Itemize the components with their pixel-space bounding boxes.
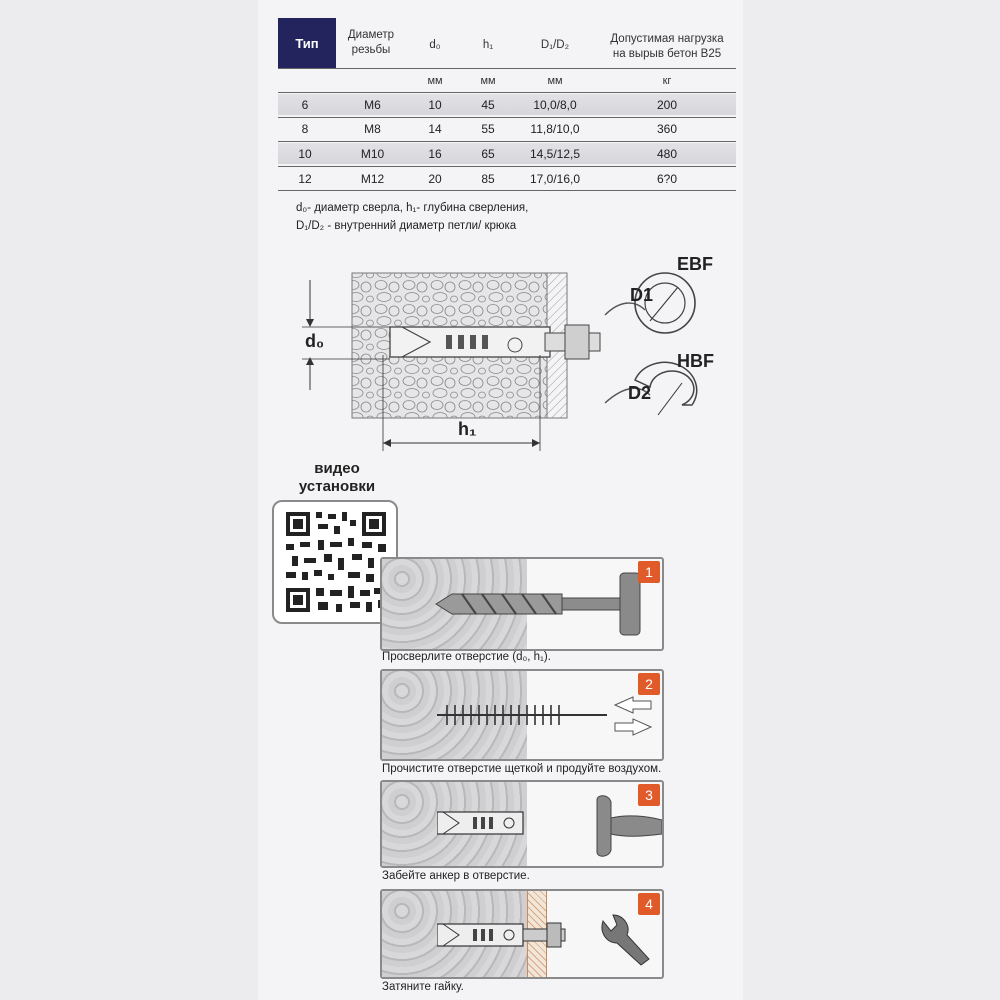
- cell-d0: 16: [428, 147, 442, 161]
- cell-thread: M10: [360, 147, 385, 161]
- cell-type: 6: [301, 98, 309, 112]
- video-title-line2: установки: [298, 478, 376, 495]
- header-load-line2: на вырыв бетон B25: [612, 48, 722, 60]
- step-badge: 1: [638, 561, 660, 583]
- step-3-caption: Забейте анкер в отверстие.: [382, 870, 530, 882]
- anchor-icon: [437, 804, 527, 844]
- unit-d1d2: мм: [547, 75, 563, 87]
- step-badge: 2: [638, 673, 660, 695]
- cell-d1d2: 14,5/12,5: [529, 147, 581, 161]
- cell-h1: 65: [481, 147, 495, 161]
- cell-d0: 10: [428, 98, 442, 112]
- label-d2: D2: [628, 383, 652, 403]
- step-2-panel: [380, 669, 664, 761]
- label-hbf: HBF: [677, 351, 714, 371]
- header-thread-line2: резьбы: [351, 44, 391, 56]
- step-1-panel: [380, 557, 664, 651]
- header-load-line1: Допустимая нагрузка: [610, 33, 724, 45]
- unit-load: кг: [662, 75, 672, 87]
- cell-d0: 20: [428, 172, 442, 186]
- drill-icon: [432, 567, 642, 641]
- cell-type: 8: [301, 122, 309, 136]
- cell-d1d2: 10,0/8,0: [533, 98, 577, 112]
- anchor-bolt-icon: [437, 917, 577, 953]
- note-line-2: D₁/D₂ - внутренний диаметр петли/ крюка: [296, 220, 517, 232]
- step-badge: 3: [638, 784, 660, 806]
- step-4-caption: Затяните гайку.: [382, 981, 464, 993]
- video-title-line1: видео: [314, 460, 360, 477]
- header-load: [596, 32, 738, 62]
- header-d0: d₀: [429, 39, 441, 51]
- header-thread: [336, 28, 406, 58]
- cell-thread: M12: [360, 172, 385, 186]
- cell-h1: 45: [481, 98, 495, 112]
- step-1-caption: Просверлите отверстие (d₀, h₁).: [382, 651, 551, 663]
- cell-thread: M6: [364, 98, 381, 112]
- header-type: Тип: [278, 18, 336, 68]
- step-badge: 4: [638, 893, 660, 915]
- unit-d0: мм: [427, 75, 443, 87]
- cell-h1: 55: [481, 122, 495, 136]
- table-rule: [278, 92, 736, 93]
- table-rule: [278, 190, 736, 191]
- cell-type: 10: [298, 147, 312, 161]
- cell-d1d2: 11,8/10,0: [530, 122, 580, 136]
- cell-h1: 85: [481, 172, 495, 186]
- cell-d1d2: 17,0/16,0: [529, 172, 581, 186]
- table-rule: [278, 117, 736, 118]
- label-ebf: EBF: [677, 254, 713, 274]
- step-4-panel: [380, 889, 664, 979]
- qr-code-icon: [274, 502, 396, 622]
- cell-load: 480: [656, 147, 678, 161]
- brush-icon: [437, 691, 657, 741]
- note-line-1: d₀- диаметр сверла, h₁- глубина сверления,: [296, 202, 529, 214]
- header-h1: h₁: [482, 39, 494, 51]
- table-rule: [278, 166, 736, 167]
- unit-h1: мм: [480, 75, 496, 87]
- step-2-caption: Прочистите отверстие щеткой и продуйте воздухом.: [382, 763, 662, 775]
- background-right: [743, 0, 1000, 1000]
- video-title: [282, 460, 392, 496]
- label-h1: h₁: [458, 419, 477, 439]
- table-rule: [278, 68, 736, 69]
- cell-load: 360: [656, 122, 678, 136]
- table-rule: [278, 141, 736, 142]
- background-left: [0, 0, 258, 1000]
- cell-load: 6?0: [656, 172, 678, 186]
- header-thread-line1: Диаметр: [347, 29, 395, 41]
- label-d1: D1: [630, 285, 654, 305]
- cell-thread: M8: [364, 122, 381, 136]
- anchor-cross-section-diagram: [290, 255, 740, 455]
- header-d1d2: D₁/D₂: [540, 39, 570, 51]
- cell-load: 200: [656, 98, 678, 112]
- cell-d0: 14: [428, 122, 442, 136]
- cell-type: 12: [298, 172, 312, 186]
- label-d0: d₀: [305, 331, 325, 351]
- step-3-panel: [380, 780, 664, 868]
- wrench-icon: [597, 911, 657, 967]
